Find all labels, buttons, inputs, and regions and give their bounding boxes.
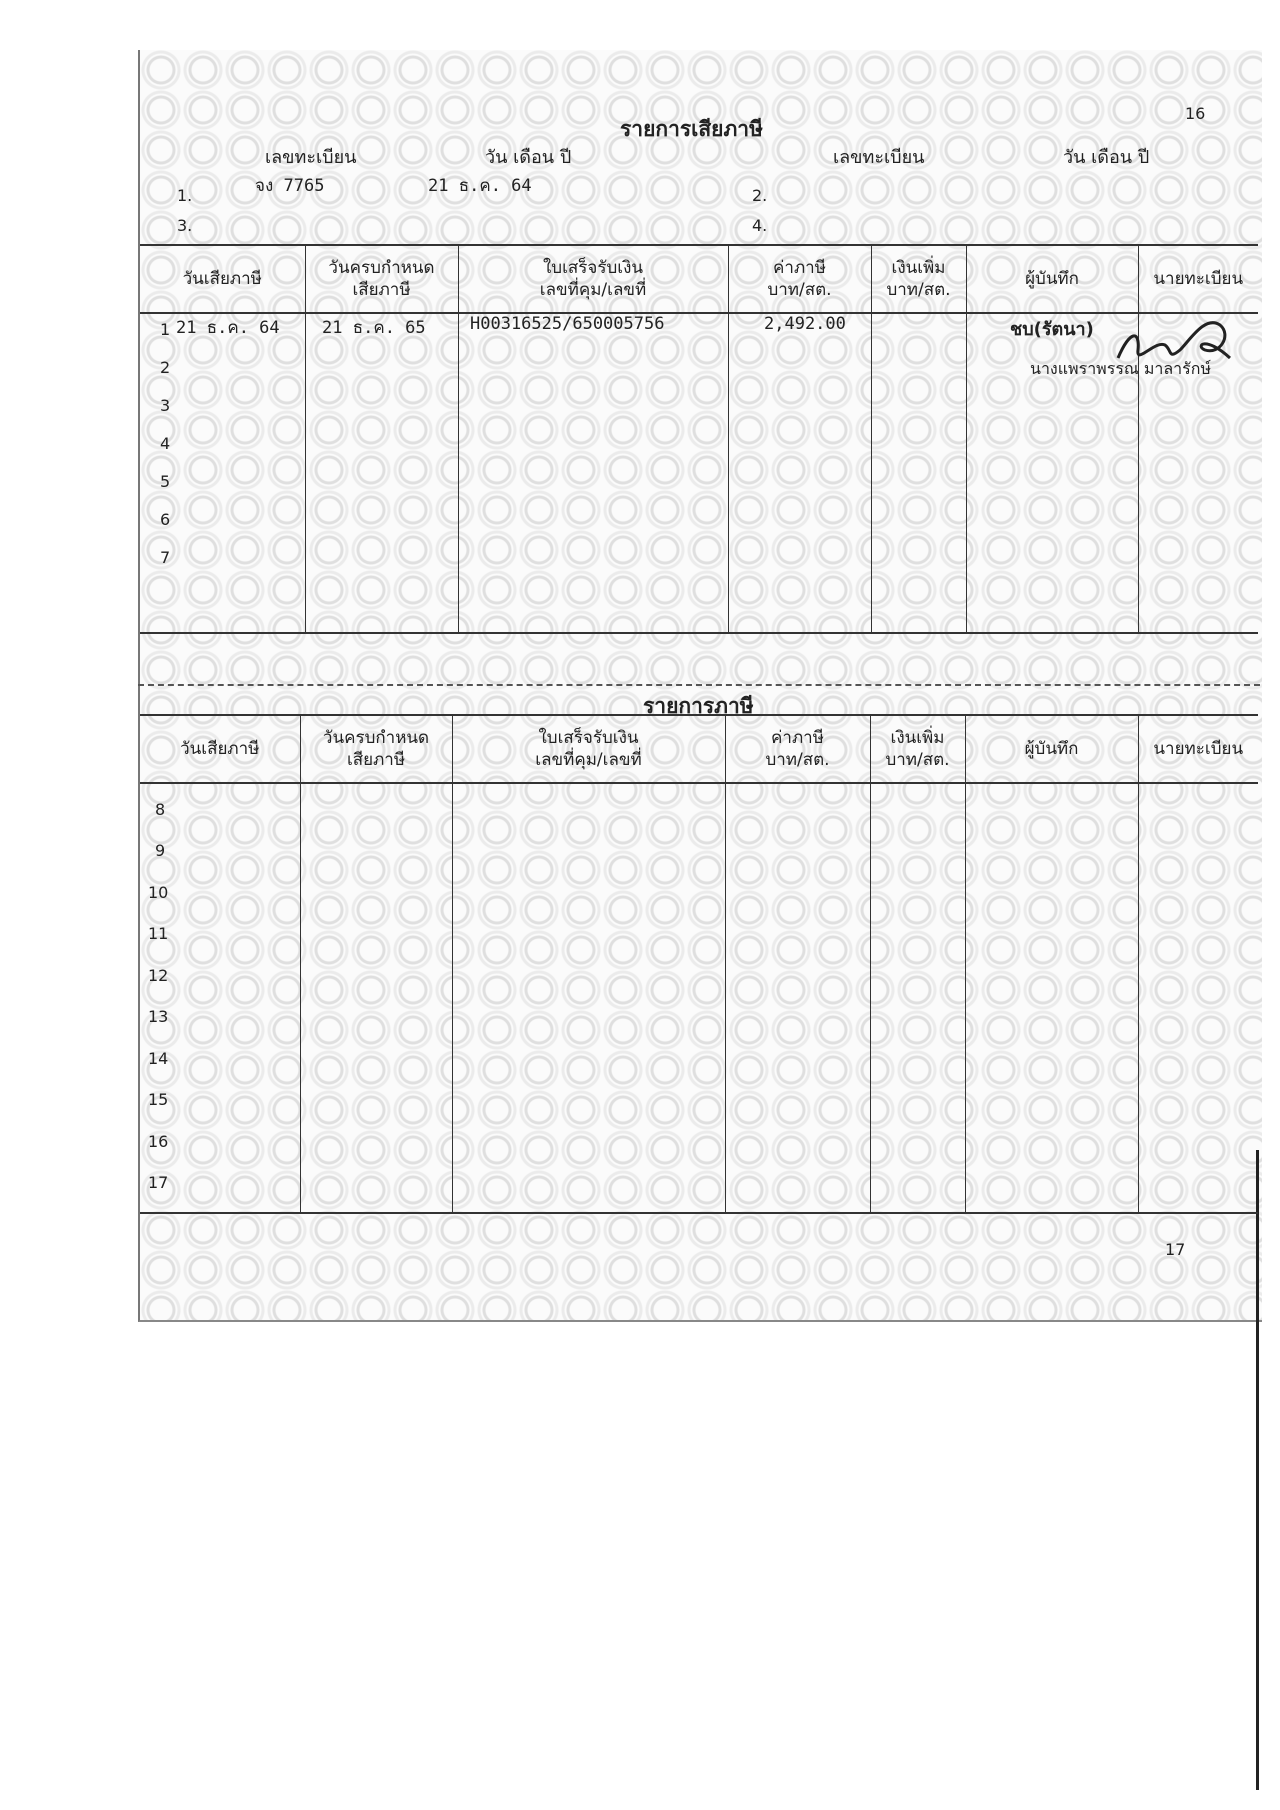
- header-surcharge: เงินเพิ่ม บาท/สต.: [870, 715, 965, 783]
- tax-list-table: [140, 714, 1258, 1214]
- registrar-signature-icon: [1110, 310, 1240, 370]
- row-number: 2: [160, 358, 171, 377]
- reg-label-right: เลขทะเบียน: [833, 147, 925, 168]
- entry-due-date: 21 ธ.ค. 65: [322, 318, 426, 338]
- table-body-row: [140, 783, 1258, 1213]
- row-number: 3: [160, 396, 171, 415]
- header-pay-date: วันเสียภาษี: [140, 715, 300, 783]
- row-number: 7: [160, 548, 171, 567]
- header-registrar: นายทะเบียน: [1138, 715, 1258, 783]
- section2-title: รายการภาษี: [643, 694, 754, 718]
- slot1-date: 21 ธ.ค. 64: [428, 176, 532, 196]
- entry-tax: 2,492.00: [764, 314, 846, 334]
- row-number: 10: [148, 883, 169, 902]
- row-number: 8: [155, 800, 166, 819]
- row-number: 12: [148, 966, 169, 985]
- entry-pay-date: 21 ธ.ค. 64: [176, 318, 280, 338]
- entry-receipt: H00316525/650005756: [470, 314, 665, 334]
- row-number: 9: [155, 841, 166, 860]
- header-due-date: วันครบกำหนด เสียภาษี: [305, 245, 458, 313]
- slot-1-label: 1.: [177, 186, 193, 205]
- table-header-row: [140, 715, 1258, 783]
- page-number-top: 16: [1185, 104, 1206, 123]
- row-number: 16: [148, 1132, 169, 1151]
- page-number-bottom: 17: [1165, 1240, 1186, 1259]
- header-registrar: นายทะเบียน: [1138, 245, 1258, 313]
- row-number: 5: [160, 472, 171, 491]
- table-header-row: [140, 245, 1258, 313]
- header-receipt: ใบเสร็จรับเงิน เลขที่คุม/เลขที่: [452, 715, 725, 783]
- section1-title: รายการเสียภาษี: [620, 117, 763, 141]
- row-number: 15: [148, 1090, 169, 1109]
- header-recorder: ผู้บันทึก: [966, 245, 1138, 313]
- date-label-left: วัน เดือน ปี: [485, 147, 572, 168]
- header-tax-amount: ค่าภาษี บาท/สต.: [728, 245, 871, 313]
- reg-label-left: เลขทะเบียน: [265, 147, 357, 168]
- slot-4-label: 4.: [752, 216, 768, 235]
- header-recorder: ผู้บันทึก: [965, 715, 1138, 783]
- row-number: 4: [160, 434, 171, 453]
- row-number: 1: [160, 320, 171, 339]
- entry-registrar: นางแพราพรรณ มาลารักษ์: [1030, 359, 1211, 378]
- row-number: 14: [148, 1049, 169, 1068]
- perforation-line: [138, 684, 1260, 686]
- header-receipt: ใบเสร็จรับเงิน เลขที่คุม/เลขที่: [458, 245, 728, 313]
- tax-payment-table: [140, 244, 1258, 634]
- row-number: 17: [148, 1173, 169, 1192]
- slot1-registration: จง 7765: [255, 176, 325, 196]
- header-surcharge: เงินเพิ่ม บาท/สต.: [871, 245, 966, 313]
- header-due-date: วันครบกำหนด เสียภาษี: [300, 715, 452, 783]
- row-number: 11: [148, 924, 169, 943]
- row-number: 13: [148, 1007, 169, 1026]
- header-pay-date: วันเสียภาษี: [140, 245, 305, 313]
- date-label-right: วัน เดือน ปี: [1063, 147, 1150, 168]
- slot-2-label: 2.: [752, 186, 768, 205]
- entry-recorder: ชบ(รัตนา): [1010, 319, 1094, 340]
- slot-3-label: 3.: [177, 216, 193, 235]
- row-number: 6: [160, 510, 171, 529]
- page-edge-rule: [1256, 1150, 1259, 1790]
- header-tax-amount: ค่าภาษี บาท/สต.: [725, 715, 870, 783]
